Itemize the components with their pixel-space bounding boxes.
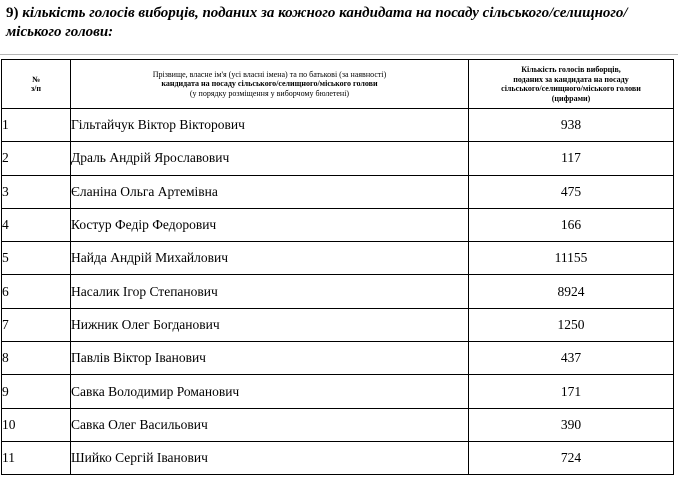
vote-count: 117 — [469, 142, 674, 175]
row-number: 6 — [2, 275, 71, 308]
header-number — [2, 60, 71, 109]
table-row — [2, 175, 674, 208]
row-number: 7 — [2, 308, 71, 341]
header-votes-line1: Кількість голосів виборців, — [521, 65, 621, 74]
table-row — [2, 242, 674, 275]
table-row — [2, 441, 674, 474]
candidate-name: Савка Володимир Романович — [71, 375, 469, 408]
candidate-votes-table — [1, 59, 674, 475]
candidate-name: Павлів Віктор Іванович — [71, 342, 469, 375]
table-row — [2, 375, 674, 408]
table-row — [2, 275, 674, 308]
row-number: 2 — [2, 142, 71, 175]
vote-count: 390 — [469, 408, 674, 441]
vote-count: 1250 — [469, 308, 674, 341]
vote-count: 938 — [469, 109, 674, 142]
row-number: 3 — [2, 175, 71, 208]
vote-count: 166 — [469, 208, 674, 241]
vote-count: 437 — [469, 342, 674, 375]
section-title: кількість голосів виборців, поданих за кожного кандидата на посаду сільського/селищного/ міського голови: — [6, 5, 628, 40]
vote-count: 475 — [469, 175, 674, 208]
header-votes-line3: сільського/селищного/міського голови — [501, 84, 641, 93]
header-votes — [469, 60, 674, 109]
section-heading — [6, 4, 674, 42]
vote-count: 8924 — [469, 275, 674, 308]
header-candidate-line3: (у порядку розміщення у виборчому бюлетені) — [189, 88, 350, 98]
candidate-name: Костур Федір Федорович — [71, 208, 469, 241]
header-votes-line4: (цифрами) — [551, 93, 591, 103]
section-number: 9) — [6, 5, 19, 21]
candidate-name: Єланіна Ольга Артемівна — [71, 175, 469, 208]
row-number: 1 — [2, 109, 71, 142]
row-number: 5 — [2, 242, 71, 275]
candidate-name: Насалик Ігор Степанович — [71, 275, 469, 308]
table-row — [2, 308, 674, 341]
vote-count: 171 — [469, 375, 674, 408]
candidate-name: Найда Андрій Михайлович — [71, 242, 469, 275]
header-number-line1: № — [31, 74, 41, 84]
header-candidate — [71, 60, 469, 109]
header-candidate-line1: Прізвище, власне ім'я (усі власні імена) та по батькові (за наявності) — [152, 69, 387, 79]
table-row — [2, 208, 674, 241]
row-number: 4 — [2, 208, 71, 241]
row-number: 8 — [2, 342, 71, 375]
row-number: 9 — [2, 375, 71, 408]
vote-count: 724 — [469, 441, 674, 474]
row-number: 10 — [2, 408, 71, 441]
table-row — [2, 408, 674, 441]
candidate-name: Нижник Олег Богданович — [71, 308, 469, 341]
header-candidate-line2: кандидата на посаду сільського/селищного/міського голови — [161, 79, 378, 89]
candidate-name: Драль Андрій Ярославович — [71, 142, 469, 175]
candidate-name: Шийко Сергій Іванович — [71, 441, 469, 474]
header-votes-line2: поданих за кандидата на посаду — [513, 74, 629, 84]
vote-count: 11155 — [469, 242, 674, 275]
table-row — [2, 342, 674, 375]
candidate-name: Савка Олег Васильович — [71, 408, 469, 441]
header-number-line2: з/п — [30, 84, 42, 93]
table-header-row — [2, 60, 674, 109]
row-number: 11 — [2, 441, 71, 474]
table-row — [2, 109, 674, 142]
heading-divider — [0, 54, 678, 55]
candidate-name: Гільтайчук Віктор Вікторович — [71, 109, 469, 142]
table-row — [2, 142, 674, 175]
